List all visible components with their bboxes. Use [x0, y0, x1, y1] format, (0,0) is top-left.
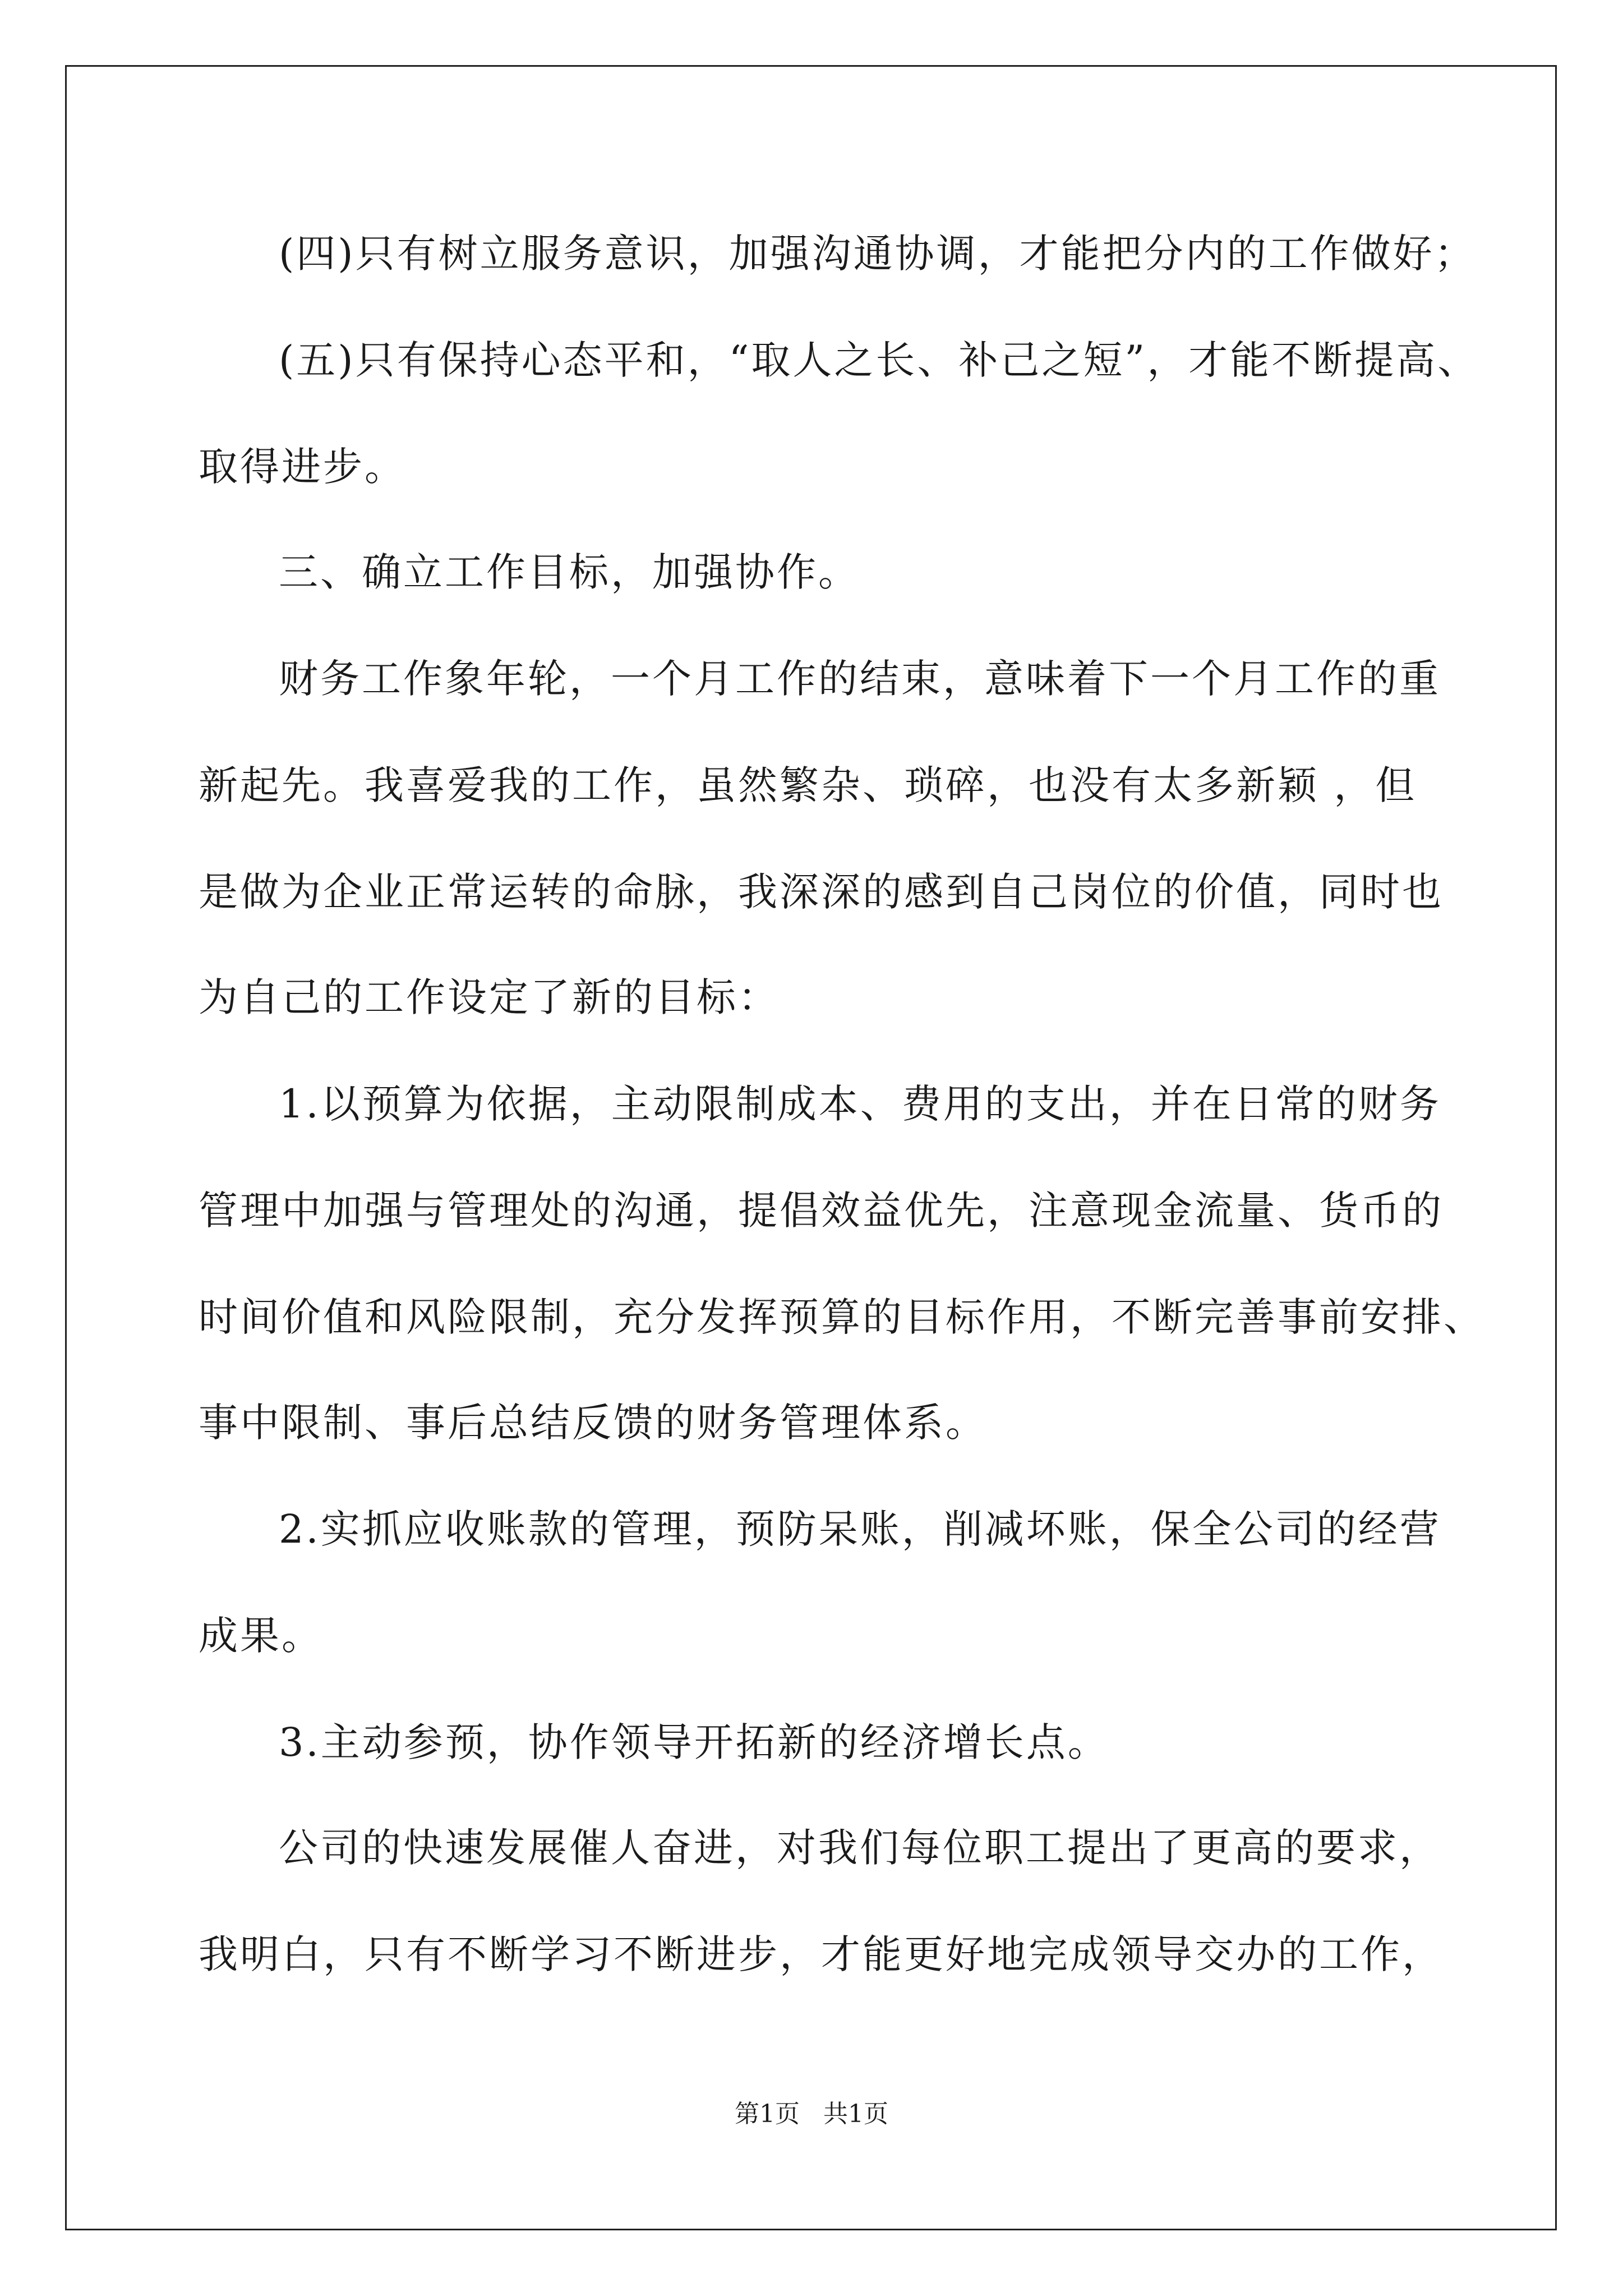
text-line: 为自己的工作设定了新的目标： [199, 974, 780, 1020]
text-line: (五)只有保持心态平和，“取人之长、补己之短”，才能不断提高、 [279, 337, 1479, 383]
page-footer [0, 2102, 1623, 2127]
text-line: 管理中加强与管理处的沟通，提倡效益优先，注意现金流量、货币的 [199, 1188, 1444, 1234]
text-line: 2.实抓应收账款的管理，预防呆账，削减坏账，保全公司的经营 [279, 1506, 1441, 1552]
text-line: 1.以预算为依据，主动限制成本、费用的支出，并在日常的财务 [279, 1081, 1441, 1127]
text-line: (四)只有树立服务意识，加强沟通协调，才能把分内的工作做好； [279, 231, 1476, 277]
page-total: 共1页 [823, 2100, 888, 2128]
text-line: 公司的快速发展催人奋进，对我们每位职工提出了更高的要求， [279, 1825, 1441, 1871]
text-line: 成果。 [199, 1613, 323, 1659]
page-number: 第1页 [735, 2100, 800, 2128]
text-line: 我明白，只有不断学习不断进步，才能更好地完成领导交办的工作， [199, 1931, 1444, 1977]
text-line: 取得进步。 [199, 444, 406, 490]
text-line: 是做为企业正常运转的命脉，我深深的感到自己岗位的价值，同时也 [199, 869, 1444, 915]
text-line: 3.主动参预，协作领导开拓新的经济增长点。 [279, 1719, 1109, 1765]
text-line: 时间价值和风险限制，充分发挥预算的目标作用，不断完善事前安排、 [199, 1294, 1485, 1340]
text-line: 财务工作象年轮，一个月工作的结束，意味着下一个月工作的重 [279, 656, 1441, 702]
section-heading: 三、确立工作目标，加强协作。 [279, 549, 860, 595]
page-border [65, 65, 1557, 2230]
text-line: 事中限制、事后总结反馈的财务管理体系。 [199, 1400, 987, 1446]
text-line: 新起先。我喜爱我的工作，虽然繁杂、琐碎，也没有太多新颖 ，但 [199, 762, 1417, 808]
